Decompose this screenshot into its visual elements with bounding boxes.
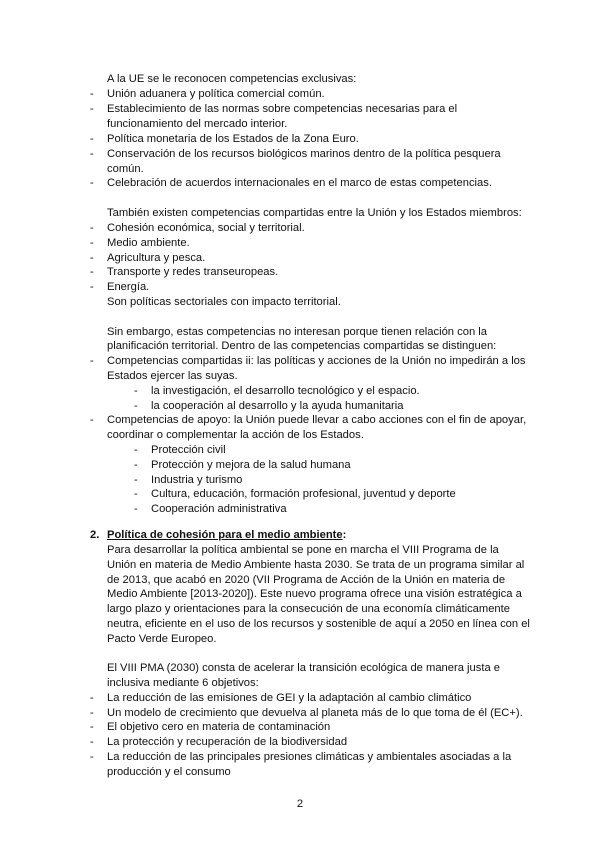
paragraph-line: Medio Ambiente [2013-2020]). Este nuevo programa ofrece una visión estratégica a	[107, 588, 522, 600]
list-item: Un modelo de crecimiento que devuelva al planeta más de lo que toma de él (EC+).	[107, 707, 523, 719]
bullet-dash: -	[90, 414, 94, 426]
bullet-dash: -	[90, 751, 94, 763]
intro-shared: También existen competencias compartidas entre la Unión y los Estados miembros:	[107, 207, 522, 219]
sub-list-item: Industria y turismo	[151, 474, 243, 486]
section-number: 2.	[90, 529, 100, 541]
sub-bullet-dash: -	[134, 488, 138, 500]
list-item: Competencias de apoyo: la Unión puede llevar a cabo acciones con el fin de apoyar,	[107, 414, 527, 426]
bullet-dash: -	[90, 177, 94, 189]
section-title-colon: :	[342, 529, 347, 541]
bullet-dash: -	[90, 281, 94, 293]
bullet-dash: -	[90, 692, 94, 704]
sub-list-item: la cooperación al desarrollo y la ayuda humanitaria	[151, 400, 404, 412]
bullet-dash: -	[90, 266, 94, 278]
bullet-dash: -	[90, 252, 94, 264]
list-item-continued: Son políticas sectoriales con impacto territorial.	[107, 296, 341, 308]
list-item: Conservación de los recursos biológicos marinos dentro de la política pesquera	[107, 148, 501, 160]
list-item-continued: común.	[107, 163, 144, 175]
sub-bullet-dash: -	[134, 474, 138, 486]
paragraph-line: Para desarrollar la política ambiental se pone en marcha el VIII Programa de la	[107, 544, 499, 556]
paragraph-line: El VIII PMA (2030) consta de acelerar la transición ecológica de manera justa e	[107, 662, 501, 674]
list-item: Agricultura y pesca.	[107, 252, 206, 264]
list-item: Unión aduanera y política comercial común.	[107, 88, 325, 100]
paragraph-line: Sin embargo, estas competencias no interesan porque tienen relación con la	[107, 326, 487, 338]
section-title: Política de cohesión para el medio ambiente	[107, 529, 343, 541]
list-item-continued: Estados ejercer las suyas.	[107, 370, 238, 382]
list-item: Establecimiento de las normas sobre competencias necesarias para el	[107, 103, 458, 115]
intro-exclusive: A la UE se le reconocen competencias exclusivas:	[107, 73, 357, 85]
list-item-continued: coordinar o complementar la acción de los Estados.	[107, 429, 364, 441]
sub-bullet-dash: -	[134, 444, 138, 456]
bullet-dash: -	[90, 736, 94, 748]
bullet-dash: -	[90, 103, 94, 115]
sub-bullet-dash: -	[134, 400, 138, 412]
bullet-dash: -	[90, 237, 94, 249]
list-item-continued: funcionamiento del mercado interior.	[107, 118, 288, 130]
sub-bullet-dash: -	[134, 385, 138, 397]
sub-list-item: Protección civil	[151, 444, 226, 456]
list-item: La reducción de las principales presiones climáticas y ambientales asociadas a la	[107, 751, 512, 763]
list-item: Celebración de acuerdos internacionales en el marco de estas competencias.	[107, 177, 492, 189]
paragraph-line: largo plazo y orientaciones para la consecución de una economía climáticamente	[107, 603, 510, 615]
sub-list-item: la investigación, el desarrollo tecnológico y el espacio.	[151, 385, 420, 397]
bullet-dash: -	[90, 222, 94, 234]
bullet-dash: -	[90, 148, 94, 160]
list-item: Transporte y redes transeuropeas.	[107, 266, 279, 278]
list-item: El objetivo cero en materia de contaminación	[107, 721, 331, 733]
bullet-dash: -	[90, 88, 94, 100]
list-item: Política monetaria de los Estados de la Zona Euro.	[107, 133, 359, 145]
list-item: La reducción de las emisiones de GEI y la adaptación al cambio climático	[107, 692, 472, 704]
paragraph-line: Unión en materia de Medio Ambiente hasta 2030. Se trata de un programa similar al	[107, 559, 525, 571]
list-item-continued: producción y el consumo	[107, 766, 231, 778]
sub-list-item: Protección y mejora de la salud humana	[151, 459, 351, 471]
bullet-dash: -	[90, 707, 94, 719]
paragraph-line: neutra, eficiente en el uso de los recursos y sostenible de aquí a 2050 en línea con el	[107, 618, 530, 630]
list-item: Energía.	[107, 281, 150, 293]
sub-list-item: Cultura, educación, formación profesional, juventud y deporte	[151, 488, 456, 500]
paragraph-line: planificación territorial. Dentro de las competencias compartidas se distinguen:	[107, 340, 497, 352]
bullet-dash: -	[90, 133, 94, 145]
section-heading	[107, 528, 346, 542]
sub-bullet-dash: -	[134, 459, 138, 471]
list-item: Cohesión económica, social y territorial.	[107, 222, 305, 234]
sub-list-item: Cooperación administrativa	[151, 503, 287, 515]
sub-bullet-dash: -	[134, 503, 138, 515]
bullet-dash: -	[90, 721, 94, 733]
page-number: 2	[296, 798, 304, 810]
list-item: Medio ambiente.	[107, 237, 190, 249]
paragraph-line: Pacto Verde Europeo.	[107, 633, 217, 645]
bullet-dash: -	[90, 355, 94, 367]
list-item: Competencias compartidas ii: las políticas y acciones de la Unión no impedirán a los	[107, 355, 526, 367]
list-item: La protección y recuperación de la biodiversidad	[107, 736, 348, 748]
paragraph-line: inclusiva mediante 6 objetivos:	[107, 677, 259, 689]
paragraph-line: de 2013, que acabó en 2020 (VII Programa de Acción de la Unión en materia de	[107, 574, 506, 586]
